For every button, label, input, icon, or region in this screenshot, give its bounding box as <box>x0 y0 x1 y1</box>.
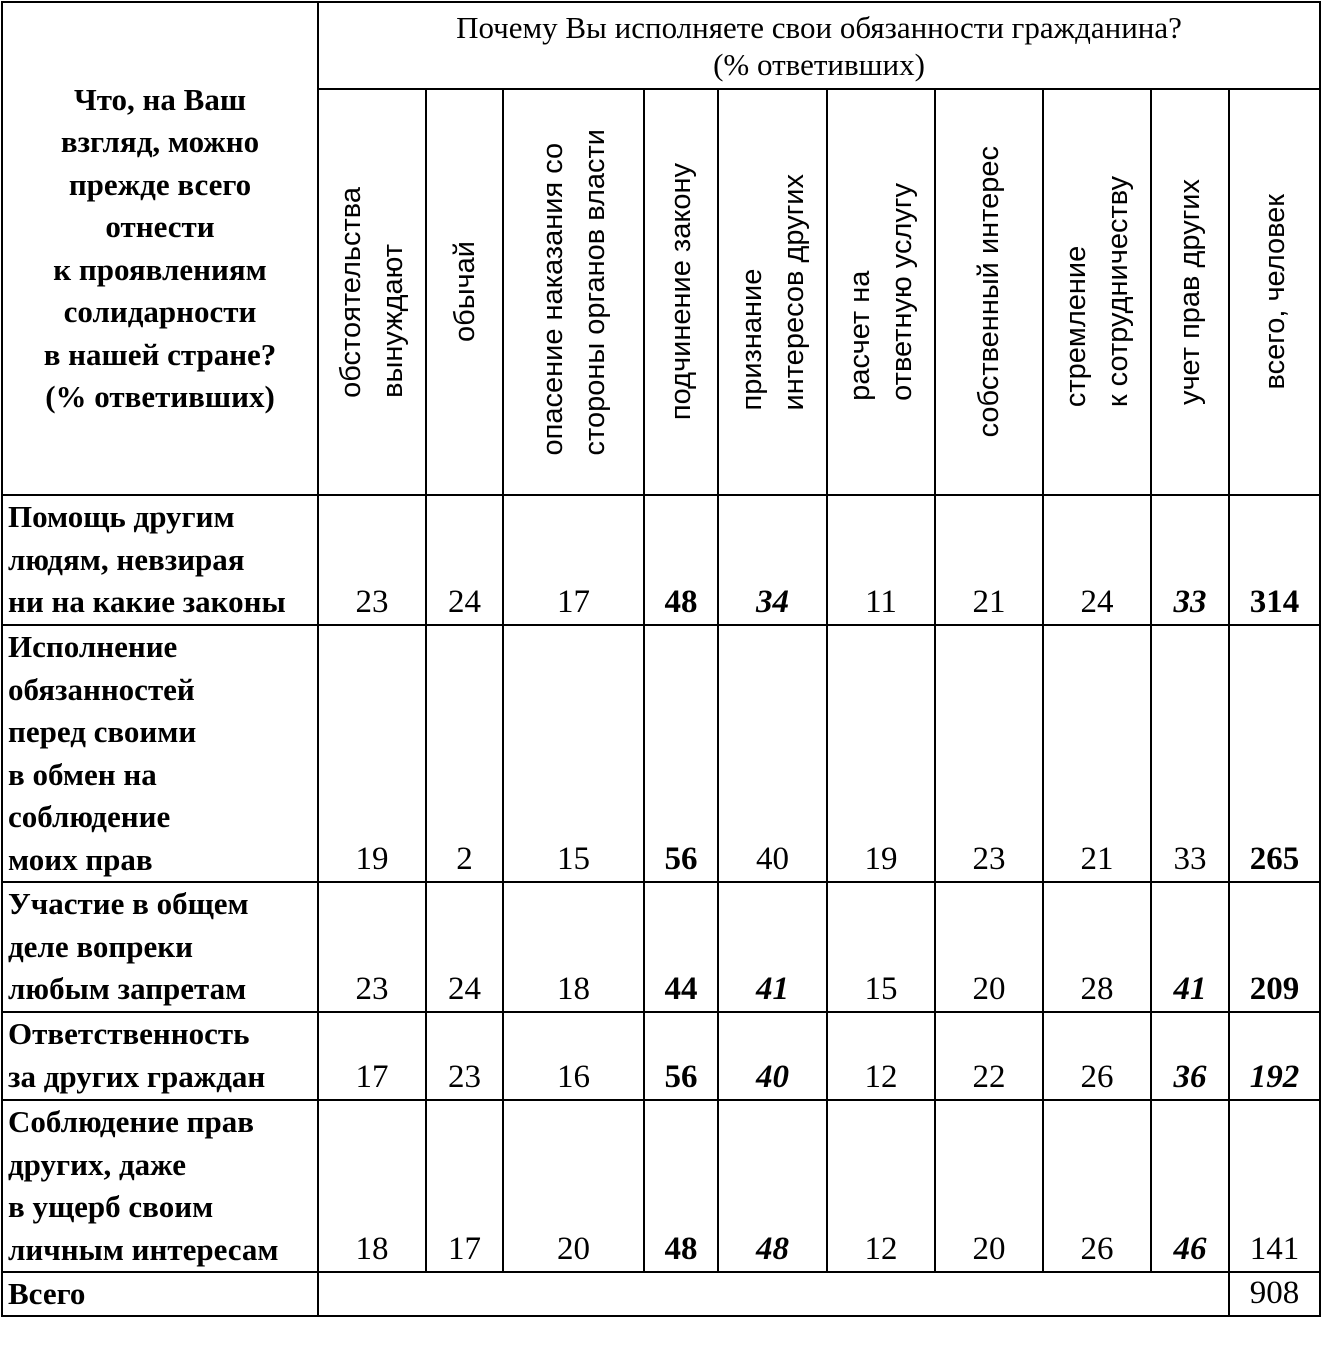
value-cell: 41 <box>1151 882 1229 1012</box>
value-cell: 23 <box>318 882 426 1012</box>
value-cell: 21 <box>935 495 1043 625</box>
value-cell: 48 <box>644 1100 718 1272</box>
value-cell: 12 <box>827 1100 935 1272</box>
table-body <box>2 495 1320 1316</box>
corner-line: взгляд, можно <box>60 124 260 159</box>
table-row <box>2 882 1320 1012</box>
corner-line: (% ответивших) <box>45 379 275 414</box>
corner-line: солидарности <box>63 294 257 329</box>
question-line: (% ответивших) <box>713 46 925 82</box>
table-row <box>2 1012 1320 1100</box>
column-header <box>1043 89 1151 495</box>
column-header <box>1151 89 1229 495</box>
value-cell: 20 <box>935 882 1043 1012</box>
value-cell: 20 <box>503 1100 644 1272</box>
value-cell: 33 <box>1151 495 1229 625</box>
value-cell: 21 <box>1043 625 1151 882</box>
value-cell: 16 <box>503 1012 644 1100</box>
row-label-line: Исполнение <box>8 629 178 664</box>
row-label-line: соблюдение <box>8 799 171 834</box>
row-label-line: других, даже <box>8 1146 186 1182</box>
value-cell: 141 <box>1229 1100 1320 1272</box>
value-cell: 36 <box>1151 1012 1229 1100</box>
value-cell: 15 <box>827 882 935 1012</box>
value-cell: 19 <box>318 625 426 882</box>
column-header <box>935 89 1043 495</box>
value-cell: 34 <box>718 495 827 625</box>
value-cell: 18 <box>503 882 644 1012</box>
column-header-text <box>330 187 414 398</box>
value-cell: 12 <box>827 1012 935 1100</box>
total-row <box>2 1272 1320 1316</box>
value-cell: 19 <box>827 625 935 882</box>
row-label <box>2 1100 318 1272</box>
value-cell: 2 <box>426 625 503 882</box>
corner-line: в нашей стране? <box>43 336 277 372</box>
row-label <box>2 625 318 882</box>
solidarity-table <box>1 1 1321 1317</box>
column-header-text <box>1254 194 1296 389</box>
column-header <box>827 89 935 495</box>
column-header <box>426 89 503 495</box>
value-cell: 40 <box>718 1012 827 1100</box>
row-label-line: обязанностей <box>8 671 195 707</box>
total-empty-cell <box>318 1272 1229 1316</box>
question-header <box>318 2 1320 89</box>
column-header <box>1229 89 1320 495</box>
column-header-text <box>839 183 923 401</box>
value-cell: 18 <box>318 1100 426 1272</box>
value-cell: 209 <box>1229 882 1320 1012</box>
value-cell: 20 <box>935 1100 1043 1272</box>
table-row <box>2 625 1320 882</box>
value-cell: 41 <box>718 882 827 1012</box>
column-header-line: подчинение закону <box>665 163 697 421</box>
row-label-line: деле вопреки <box>8 928 193 964</box>
value-cell: 23 <box>318 495 426 625</box>
column-header-text <box>1055 176 1139 407</box>
column-header-line: стороны органов власти <box>578 128 611 456</box>
value-cell: 22 <box>935 1012 1043 1100</box>
row-label-line: личным интересам <box>8 1231 279 1267</box>
row-label-line: Ответственность <box>8 1016 250 1051</box>
column-header-text <box>731 174 815 410</box>
corner-line: Что, на Ваш <box>73 81 247 117</box>
column-header-line: опасение наказания со <box>536 142 569 456</box>
value-cell: 24 <box>1043 495 1151 625</box>
column-header <box>644 89 718 495</box>
row-label <box>2 882 318 1012</box>
value-cell: 28 <box>1043 882 1151 1012</box>
corner-line: отнести <box>105 209 215 244</box>
column-header-text <box>532 129 616 455</box>
value-cell: 46 <box>1151 1100 1229 1272</box>
row-label-line: перед своими <box>8 714 197 749</box>
column-header-line: стремление <box>1060 246 1092 408</box>
row-label-line: Участие в общем <box>8 886 249 921</box>
value-cell: 24 <box>426 495 503 625</box>
column-header-line: ответную услугу <box>886 183 918 401</box>
row-label-line: любым запретам <box>8 971 247 1006</box>
column-header <box>503 89 644 495</box>
column-header-line: признание <box>735 268 768 411</box>
row-label-line: людям, невзирая <box>8 541 245 577</box>
total-value: 908 <box>1229 1272 1320 1316</box>
row-label-line: Помощь другим <box>8 499 235 534</box>
row-label-line: ни на какие законы <box>8 584 286 619</box>
value-cell: 265 <box>1229 625 1320 882</box>
value-cell: 44 <box>644 882 718 1012</box>
total-label: Всего <box>2 1272 318 1316</box>
column-header-line: интересов других <box>777 173 810 411</box>
corner-header <box>2 2 318 495</box>
column-header-line: расчет на <box>844 270 876 401</box>
value-cell: 17 <box>503 495 644 625</box>
row-label-line: в ущерб своим <box>8 1189 214 1224</box>
value-cell: 33 <box>1151 625 1229 882</box>
column-header-line: всего, человек <box>1258 194 1291 390</box>
table-row <box>2 1100 1320 1272</box>
row-label <box>2 1012 318 1100</box>
row-label-line: моих прав <box>8 841 153 877</box>
value-cell: 23 <box>426 1012 503 1100</box>
row-label <box>2 495 318 625</box>
row-label-line: за других граждан <box>8 1058 266 1094</box>
value-cell: 26 <box>1043 1012 1151 1100</box>
column-header-text <box>444 241 486 342</box>
value-cell: 48 <box>718 1100 827 1272</box>
table-row <box>2 495 1320 625</box>
column-header-line: учет прав других <box>1174 178 1206 406</box>
value-cell: 56 <box>644 625 718 882</box>
column-header-line: к сотрудничеству <box>1102 176 1134 408</box>
value-cell: 24 <box>426 882 503 1012</box>
column-header-line: собственный интерес <box>973 146 1005 438</box>
value-cell: 40 <box>718 625 827 882</box>
value-cell: 192 <box>1229 1012 1320 1100</box>
corner-line: к проявлениям <box>53 251 267 287</box>
question-line: Почему Вы исполняете свои обязанности гражданина? <box>456 9 1182 45</box>
column-header-line: обычай <box>448 241 481 343</box>
column-header-text <box>660 163 702 420</box>
value-cell: 17 <box>318 1012 426 1100</box>
value-cell: 11 <box>827 495 935 625</box>
value-cell: 17 <box>426 1100 503 1272</box>
column-header-text <box>968 146 1010 437</box>
row-label-line: в обмен на <box>8 756 157 792</box>
value-cell: 15 <box>503 625 644 882</box>
column-header-text <box>1169 179 1211 405</box>
column-header-line: обстоятельства <box>335 186 367 398</box>
column-header <box>318 89 426 495</box>
value-cell: 56 <box>644 1012 718 1100</box>
value-cell: 26 <box>1043 1100 1151 1272</box>
column-header-line: вынуждают <box>377 243 409 398</box>
row-label-line: Соблюдение прав <box>8 1104 254 1139</box>
corner-line: прежде всего <box>68 166 252 202</box>
column-header <box>718 89 827 495</box>
value-cell: 48 <box>644 495 718 625</box>
value-cell: 23 <box>935 625 1043 882</box>
value-cell: 314 <box>1229 495 1320 625</box>
